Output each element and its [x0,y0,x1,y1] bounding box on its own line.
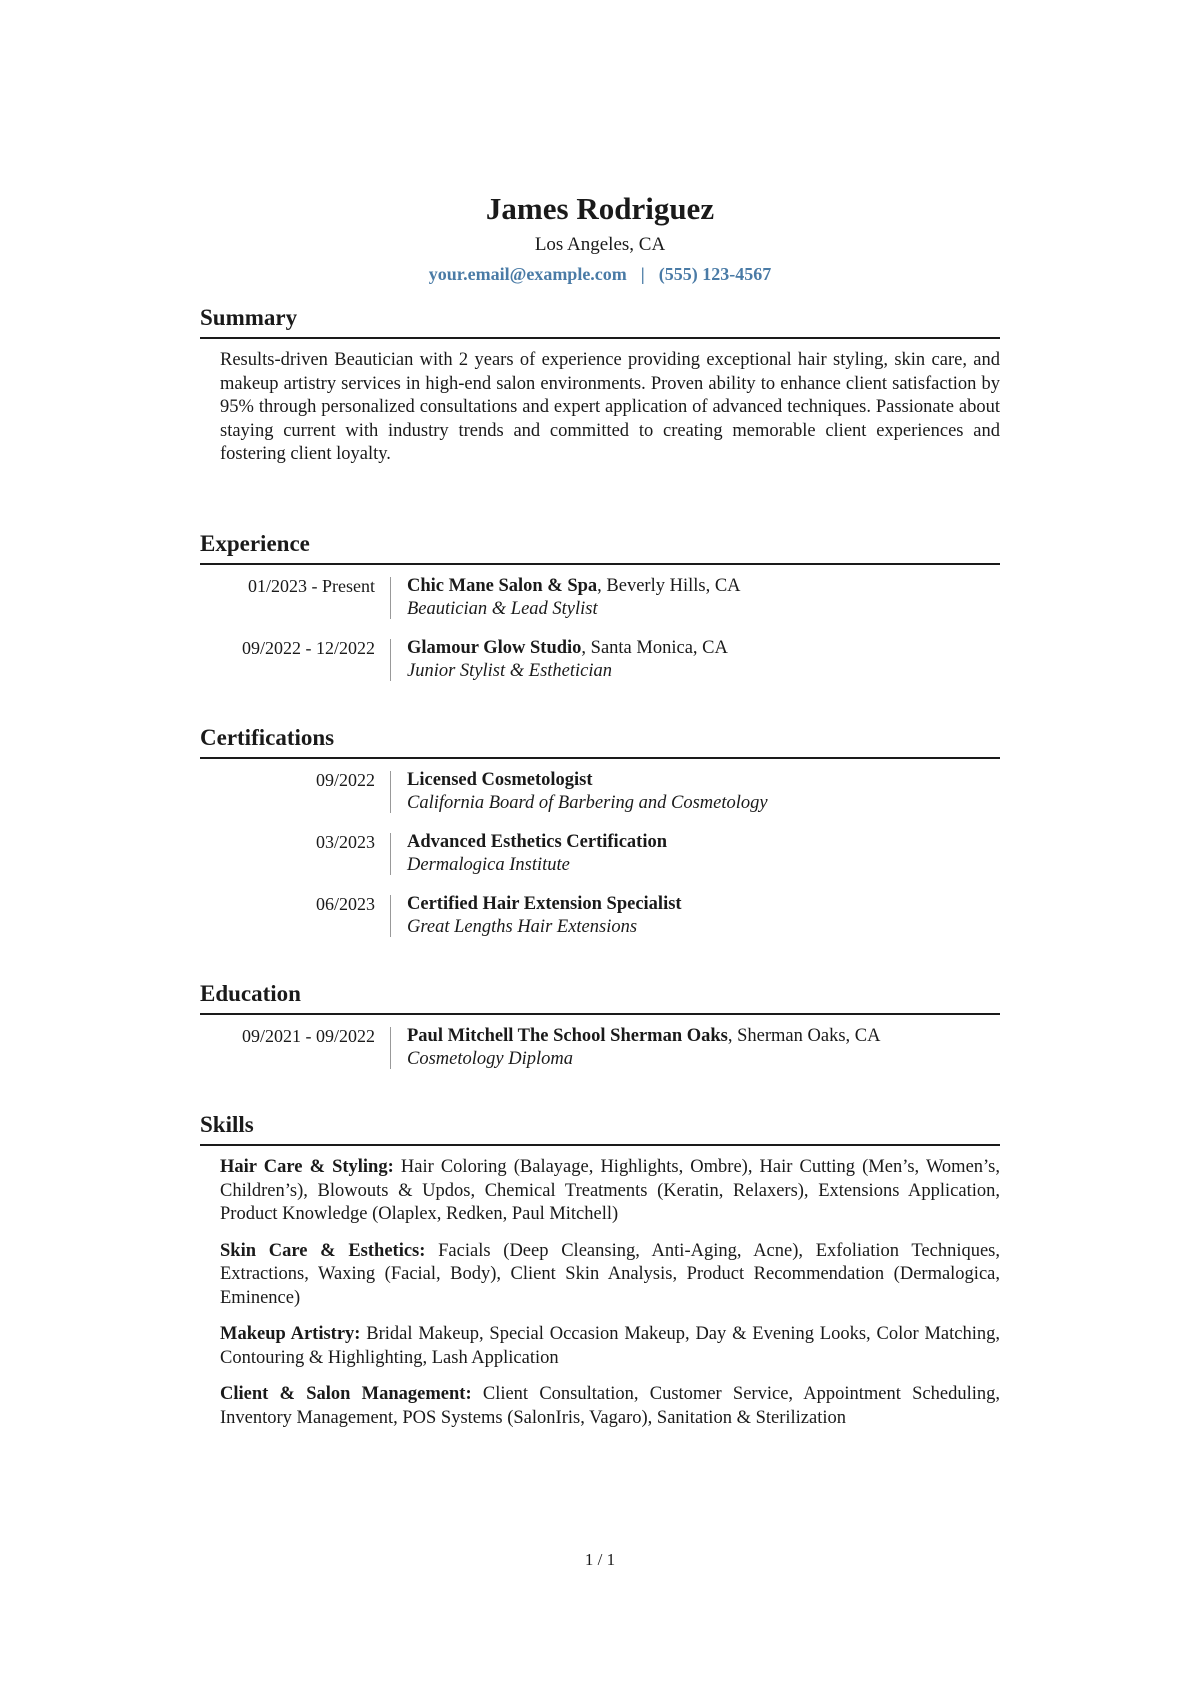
entry-date: 01/2023 - Present [248,576,375,596]
certifications-heading: Certifications [200,724,1000,759]
certification-issuer: Great Lengths Hair Extensions [407,917,638,937]
entry-date: 03/2023 [315,832,375,852]
education-section [200,980,1000,1075]
employer-name: Glamour Glow Studio [407,638,582,658]
skill-group-label: Hair Care & Styling: [220,1157,394,1177]
skill-group-text: Client Consultation, Customer Service, Appointment Scheduling, Inventory Management, POS Systems (SalonIris, Vagaro), Sanitation & Sterilization [220,1384,1000,1428]
summary-text: Results-driven Beautician with 2 years of experience providing exceptional hair styling, skin care, and makeup artistry services in high-end salon environments. Proven ability to enhance client satisfaction by 95% through personalized consultations and expert application of advanced techniques. Passionate about staying current with industry trends and committed to creating memorable client experiences and fostering client loyalty. [220,350,1000,464]
certification-issuer: California Board of Barbering and Cosmetology [407,793,768,813]
skill-group-text: Facials (Deep Cleansing, Anti-Aging, Acne), Exfoliation Techniques, Extractions, Waxing (Facial, Body), Client Skin Analysis, Product Recommendation (Dermalogica, Eminence) [220,1240,1000,1308]
experience-section [200,530,1000,687]
experience-entry [200,637,1000,687]
summary-section [200,304,1000,467]
entry-date: 09/2022 - 12/2022 [242,638,375,658]
certification-issuer: Dermalogica Institute [407,855,570,875]
entry-body [407,575,1000,621]
certification-name: Certified Hair Extension Specialist [407,894,682,914]
candidate-location: Los Angeles, CA [534,234,666,255]
resume-page [200,0,1000,1683]
contact-separator: | [640,264,645,284]
entry-date: 06/2023 [315,894,375,914]
skill-group-label: Client & Salon Management: [220,1384,472,1404]
entry-date: 09/2022 [315,770,375,790]
certifications-section [200,724,1000,943]
entry-divider [390,833,391,875]
certification-entry [200,831,1000,881]
entry-body [407,831,1000,877]
job-title: Beautician & Lead Stylist [407,599,598,619]
entry-divider [390,1027,391,1069]
employer-location: , Santa Monica, CA [581,638,728,658]
entry-divider [390,895,391,937]
certification-name: Advanced Esthetics Certification [407,832,667,852]
entry-body [407,769,1000,815]
degree: Cosmetology Diploma [407,1049,573,1069]
email-link[interactable]: your.email@example.com [428,264,627,284]
entry-body [407,1025,1000,1071]
skill-group-text: Hair Coloring (Balayage, Highlights, Ombre), Hair Cutting (Men’s, Women’s, Children’s), Blowouts & Updos, Chemical Treatments (Keratin, Relaxers), Extensions Application, Product Knowledge (Olaplex, Redken, Paul Mitchell) [220,1157,1000,1224]
phone-link[interactable]: (555) 123-4567 [658,264,772,284]
education-heading: Education [200,980,1000,1015]
certification-entry [200,893,1000,943]
contact-line [200,261,1000,287]
summary-heading: Summary [200,304,1000,339]
education-entry [200,1025,1000,1075]
employer-location: , Beverly Hills, CA [597,576,741,596]
skill-group [220,1240,1000,1311]
skill-group [220,1383,1000,1430]
entry-divider [390,639,391,681]
candidate-name: James Rodriguez [485,191,715,226]
school-location: , Sherman Oaks, CA [727,1026,881,1046]
entry-body [407,893,1000,939]
skills-heading: Skills [200,1111,1000,1146]
skill-group-text: Bridal Makeup, Special Occasion Makeup, Day & Evening Looks, Color Matching, Contouring & Highlighting, Lash Application [220,1324,1000,1368]
job-title: Junior Stylist & Esthetician [407,661,613,681]
resume-header [200,190,1000,287]
entry-body [407,637,1000,683]
school-name: Paul Mitchell The School Sherman Oaks [407,1026,728,1046]
experience-entry [200,575,1000,625]
skill-group-label: Makeup Artistry: [220,1324,361,1344]
certification-entry [200,769,1000,819]
skill-group [220,1323,1000,1370]
certification-name: Licensed Cosmetologist [407,770,593,790]
entry-divider [390,771,391,813]
entry-date: 09/2021 - 09/2022 [242,1026,375,1046]
skill-group-label: Skin Care & Esthetics: [220,1240,426,1261]
experience-heading: Experience [200,530,1000,565]
page-number: 1 / 1 [584,1550,616,1569]
employer-name: Chic Mane Salon & Spa [407,576,598,596]
skill-group [220,1156,1000,1227]
entry-divider [390,577,391,619]
skills-section [200,1111,1000,1430]
